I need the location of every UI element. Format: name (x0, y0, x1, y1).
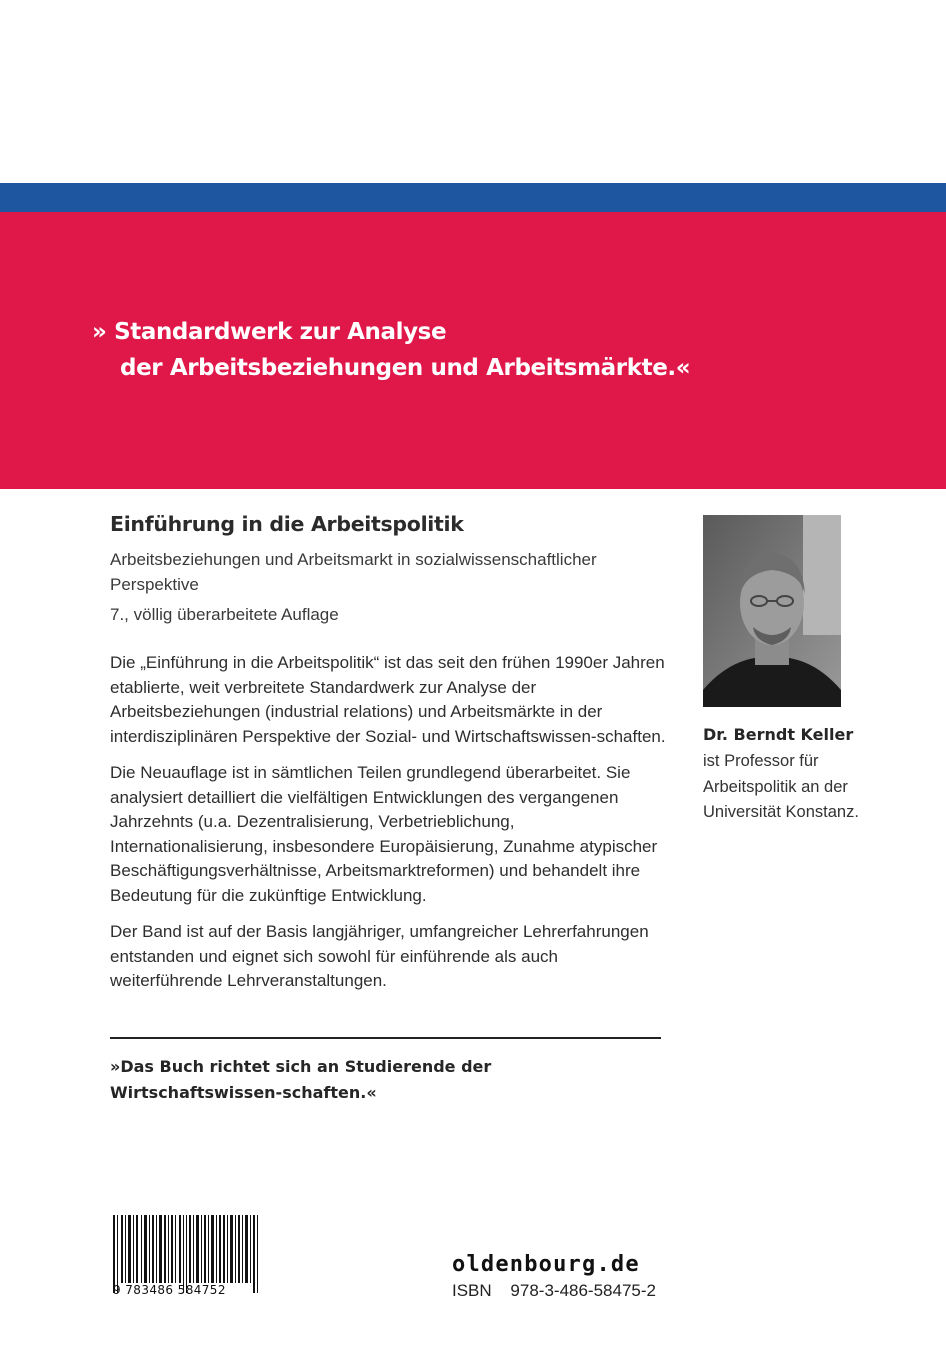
description-paragraph-2: Die Neuauflage ist in sämtlichen Teilen grundlegend überarbeitet. Sie analysiert detailliert die vielfältigen Entwicklungen des vergangenen Jahrzehnts (u.a. Dezentralisierung, Verbetrieblichung, Internationalisierung, insbesondere Europäisierung, Zunahme atypischer Beschäftigungsverhältnisse, Arbeitsmarktreformen) und behandelt ihre Bedeutung für die zukünftige Entwicklung. (110, 763, 658, 905)
barcode-digits: 9 783486 584752 (113, 1283, 226, 1297)
book-subtitle: Arbeitsbeziehungen und Arbeitsmarkt in sozialwissenschaftlicher Perspektive (110, 550, 597, 594)
audience-quote: »Das Buch richtet sich an Studierende der Wirtschaftswissen-schaften.« (110, 1057, 492, 1102)
description-paragraph-1: Die „Einführung in die Arbeitspolitik“ ist das seit den frühen 1990er Jahren etablierte, weit verbreitete Standardwerk zur Analyse der Arbeitsbeziehungen (industrial relations) und Arbeitsmärkte in der interdisziplinären Perspektive der Sozial- und Wirtschaftswissen-schaften. (110, 653, 666, 746)
book-description (110, 651, 666, 1006)
publisher-site: oldenbourg.de (452, 1252, 640, 1277)
banner-quote-line-1: » Standardwerk zur Analyse (92, 319, 447, 345)
isbn-label: ISBN (452, 1281, 492, 1300)
book-edition: 7., völlig überarbeitete Auflage (110, 605, 339, 624)
author-bio: ist Professor für Arbeitspolitik an der Universität Konstanz. (703, 752, 859, 821)
isbn-line (452, 1281, 656, 1301)
description-paragraph-3: Der Band ist auf der Basis langjähriger, umfangreicher Lehrerfahrungen entstanden und eignet sich sowohl für einführende als auch weiterführende Lehrveranstaltungen. (110, 922, 649, 990)
barcode-icon (113, 1215, 263, 1315)
banner-quote (92, 314, 690, 386)
banner-quote-line-2: der Arbeitsbeziehungen und Arbeitsmärkte.« (120, 355, 691, 381)
book-title: Einführung in die Arbeitspolitik (110, 512, 464, 536)
blue-header-band (0, 183, 946, 212)
author-portrait-image (703, 515, 841, 707)
author-name: Dr. Berndt Keller (703, 725, 854, 744)
divider-rule (110, 1037, 661, 1039)
isbn-number: 978-3-486-58475-2 (510, 1281, 656, 1300)
author-photo (703, 515, 841, 707)
